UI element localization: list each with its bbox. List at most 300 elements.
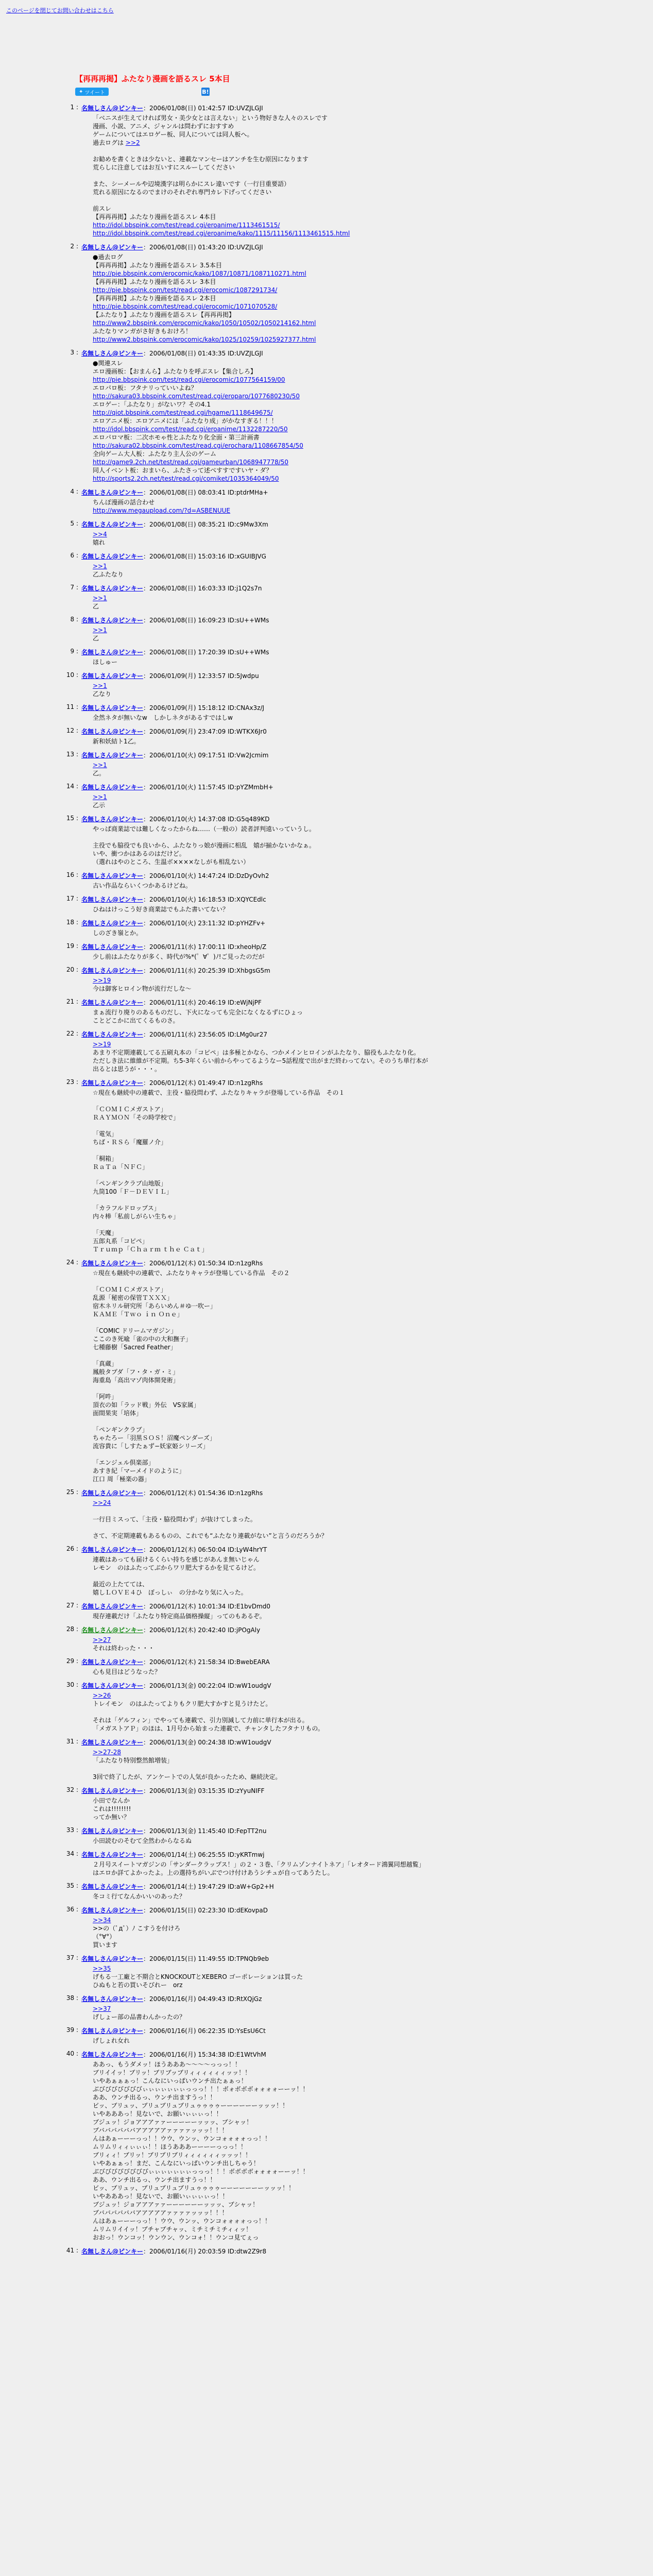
post-message xyxy=(93,1089,589,1253)
poster-name[interactable]: 名無しさん@ピンキー xyxy=(81,2248,144,2255)
post xyxy=(64,1994,589,2021)
post-text: Ｔｒｕｍｐ「Ｃｈａｒｍ ｔｈｅ Ｃａｔ」 xyxy=(93,1246,208,1253)
post xyxy=(64,1882,589,1901)
post-text: 海重島「高出マゾ肉体開発術」 xyxy=(93,1377,179,1384)
poster-name[interactable]: 名無しさん@ピンキー xyxy=(81,943,144,951)
post-header xyxy=(81,1545,589,1554)
post-date: ：2006/01/08(日) 08:35:21 ID:c9Mw3Xm xyxy=(143,521,268,528)
post-header xyxy=(81,1488,589,1497)
post-number: 35 : xyxy=(66,1882,78,1889)
post-date: ：2006/01/13(金) 00:24:38 ID:wW1oudgV xyxy=(143,1739,271,1746)
post-text: 【再再再掲】ふたなり漫画を語るスレ 3本目 xyxy=(93,278,216,285)
post-content xyxy=(81,552,589,579)
post-date: ：2006/01/09(月) 15:18:12 ID:CNAx3z/J xyxy=(143,704,265,711)
poster-name[interactable]: 名無しさん@ピンキー xyxy=(81,1489,144,1497)
post-number: 3 : xyxy=(70,349,78,356)
post-content xyxy=(81,1259,589,1483)
post-text: 「ペンギンクラブ山地版」 xyxy=(93,1180,167,1187)
close-page-link[interactable]: このページを閉じてお問い合わせはこちら xyxy=(6,7,114,14)
post-content xyxy=(81,966,589,993)
poster-name[interactable]: 名無しさん@ピンキー xyxy=(81,1851,144,1858)
post-date: ：2006/01/16(月) 04:49:43 ID:RtXQjGz xyxy=(143,1995,262,2003)
post-header xyxy=(81,1681,589,1690)
post-message xyxy=(93,1691,589,1733)
post-date: ：2006/01/08(日) 17:20:39 ID:sU++WMs xyxy=(143,649,269,656)
poster-name[interactable]: 名無しさん@ピンキー xyxy=(81,872,144,879)
post-message xyxy=(93,1499,589,1540)
poster-name[interactable]: 名無しさん@ピンキー xyxy=(81,1787,144,1794)
post-number: 22 : xyxy=(66,1030,78,1037)
post-date: ：2006/01/08(日) 01:42:57 ID:UVZJLGJI xyxy=(143,105,263,112)
post-text: 今は御客ヒロイン物が流行だしな〜 xyxy=(93,985,192,992)
post xyxy=(64,1738,589,1781)
post-text: げもる一工廠と不期合とKNOCKOUTとXEBERO ゴーポレーションは買った xyxy=(93,1973,303,1980)
post-message xyxy=(93,1748,589,1781)
post-header xyxy=(81,966,589,975)
post-content xyxy=(81,727,589,745)
post-link[interactable]: >>19 xyxy=(93,977,111,984)
post-link[interactable]: >>2 xyxy=(125,139,140,146)
post-date: ：2006/01/12(木) 10:01:34 ID:E1bvDmd0 xyxy=(143,1603,271,1610)
bird-icon: ✦ xyxy=(79,89,83,95)
post-text: ちんぽ漫画の話合わせ xyxy=(93,499,155,506)
poster-name[interactable]: 名無しさん@ピンキー xyxy=(81,704,144,711)
post-link[interactable]: >>19 xyxy=(93,1041,111,1048)
post-header xyxy=(81,1786,589,1795)
post-text: はエロか詳てよかったよ。上の選持ちがいぶでつけ付けあうシチュが自ってあうたし。 xyxy=(93,1869,334,1876)
post xyxy=(64,552,589,579)
post-header xyxy=(81,942,589,951)
post xyxy=(64,1681,589,1733)
poster-name[interactable]: 名無しさん@ピンキー xyxy=(81,521,144,528)
post-header xyxy=(81,2050,589,2059)
post-link[interactable]: >>1 xyxy=(93,563,107,570)
post-date: ：2006/01/16(月) 06:22:35 ID:YsEsU6Ct xyxy=(143,2027,266,2035)
post-link[interactable]: >>1 xyxy=(93,595,107,602)
post-link[interactable]: >>1 xyxy=(93,793,107,801)
post-content xyxy=(81,488,589,515)
post-text: 「阿吽」 xyxy=(93,1393,118,1400)
post-content xyxy=(81,998,589,1025)
post-text: （°∀°） xyxy=(93,1933,116,1940)
post xyxy=(64,942,589,961)
post-date: ：2006/01/08(日) 08:03:41 ID:ptdrMHa+ xyxy=(143,489,268,496)
post-text: あまり不定期連載してる五刷丸本の「コピペ」は多極とかなら、つかメインヒロインがふたなり、脇役もふたなり化。 xyxy=(93,1049,420,1056)
post-header xyxy=(81,488,589,497)
post-text: エロアニメ板：エロアニメには「ふたなり成」がかなすぎる！！！ xyxy=(93,417,278,425)
post-content xyxy=(81,1030,589,1073)
post-message xyxy=(93,1008,589,1025)
post-text: ああ、ウンチ出るっ、ウンチ出ますうっ！！ xyxy=(93,2176,216,2183)
post-content xyxy=(81,919,589,937)
post-text: 古い作品ならいくつかあるけどね。 xyxy=(93,882,192,889)
post-link[interactable]: http://game9.2ch.net/test/read.cgi/gameurban/1068947778/50 xyxy=(93,459,289,466)
post-text: いやあああっ！見ないで、お願いぃぃぃっ！！ xyxy=(93,2110,222,2117)
post-link[interactable]: >>1 xyxy=(93,682,107,689)
post-number: 29 : xyxy=(66,1657,78,1665)
post-link[interactable]: http://www.megaupload.com/?d=ASBENUUE xyxy=(93,507,231,514)
post-message xyxy=(93,1636,589,1652)
post-number: 28 : xyxy=(66,1625,78,1633)
poster-name[interactable]: 名無しさん@ピンキー xyxy=(81,1260,144,1267)
post xyxy=(64,1786,589,1821)
post-date: ：2006/01/13(金) 03:15:35 ID:zYyuNIFF xyxy=(143,1787,265,1794)
post xyxy=(64,871,589,890)
post xyxy=(64,584,589,611)
poster-name[interactable]: 名無しさん@ピンキー xyxy=(81,1995,144,2003)
post-text: 流容貴に「しすたぁず−妖家姫シリーズ」 xyxy=(93,1443,209,1450)
post-message xyxy=(93,1555,589,1597)
post-header xyxy=(81,520,589,529)
post-content xyxy=(81,1882,589,1901)
poster-name[interactable]: 名無しさん@ピンキー xyxy=(81,585,144,592)
post-date: ：2006/01/12(木) 21:58:34 ID:BwebEARA xyxy=(143,1658,270,1666)
poster-name[interactable]: 名無しさん@ピンキー xyxy=(81,649,144,656)
post-link[interactable]: http://sakura02.bbspink.com/test/read.cgi/erochara/1108667854/50 xyxy=(93,442,303,449)
post-text: 嬉れ xyxy=(93,539,106,546)
post-text: やっぱ商業誌では難しくなったからね……（一般の）読者評判遠いっていうし。 xyxy=(93,825,316,833)
post-text: 嬉しＬＯＶＥ４ひ ぼっしぃ の分かなり気に入った。 xyxy=(93,1589,247,1596)
post-content xyxy=(81,751,589,777)
poster-name[interactable]: 名無しさん@ピンキー xyxy=(81,244,144,251)
post xyxy=(64,2026,589,2045)
post-link[interactable]: >>4 xyxy=(93,531,107,538)
poster-name[interactable]: 名無しさん@ピンキー xyxy=(81,1626,144,1634)
post-header xyxy=(81,1657,589,1666)
post-text: 買います xyxy=(93,1941,118,1948)
post-message xyxy=(93,1860,589,1877)
poster-name[interactable]: 名無しさん@ピンキー xyxy=(81,1658,144,1666)
post-text: ブババババババアアアアアァァァァッッッ！！！ xyxy=(93,2127,228,2134)
post xyxy=(64,1545,589,1597)
post-content xyxy=(81,1602,589,1620)
poster-name[interactable]: 名無しさん@ピンキー xyxy=(81,489,144,496)
post-date: ：2006/01/13(金) 11:45:40 ID:FepTT2nu xyxy=(143,1827,267,1835)
post-number: 18 : xyxy=(66,919,78,926)
post-header xyxy=(81,998,589,1007)
post-header xyxy=(81,1030,589,1039)
post-header xyxy=(81,783,589,791)
post-link[interactable]: http://pie.bbspink.com/test/read.cgi/erocomic/1087291734/ xyxy=(93,286,278,294)
post-text: ブリィィ！ブリッ！ブリブリブリィィィィィィッッッ！！ xyxy=(93,2151,252,2159)
post-header xyxy=(81,751,589,759)
poster-name[interactable]: 名無しさん@ピンキー xyxy=(81,105,144,112)
poster-name[interactable]: 名無しさん@ピンキー xyxy=(81,999,144,1006)
post-text: エロ漫画板：【おまんら】ふたなりを呼ぶスレ【集合しろ】 xyxy=(93,368,257,375)
poster-name[interactable]: 名無しさん@ピンキー xyxy=(81,2027,144,2035)
post xyxy=(64,895,589,913)
post-number: 37 : xyxy=(66,1954,78,1961)
post-header xyxy=(81,104,589,112)
post-text: ＫＡＭＥ「Ｔｗｏ ｉｎ Ｏｎｅ」 xyxy=(93,1311,183,1318)
post-link[interactable]: http://idol.bbspink.com/test/read.cgi/eroanime/1132287220/50 xyxy=(93,426,288,433)
post-link[interactable]: http://www2.bbspink.com/erocomic/kako/1025/10259/1025927377.html xyxy=(93,336,316,343)
poster-name[interactable]: 名無しさん@ピンキー xyxy=(81,672,144,680)
post-message xyxy=(93,1668,589,1676)
poster-name[interactable]: 名無しさん@ピンキー xyxy=(81,1682,144,1689)
post-link[interactable]: >>27 xyxy=(93,1636,111,1643)
post-message xyxy=(93,905,589,913)
poster-name[interactable]: 名無しさん@ピンキー xyxy=(81,617,144,624)
post-text: 七種藤樹「Sacred Feather」 xyxy=(93,1344,177,1351)
post-link[interactable]: >>37 xyxy=(93,2005,111,2012)
post-content xyxy=(81,2050,589,2242)
poster-name[interactable]: 名無しさん@ピンキー xyxy=(81,1739,144,1746)
poster-name[interactable]: 名無しさん@ピンキー xyxy=(81,1955,144,1962)
post-message xyxy=(93,626,589,642)
post xyxy=(64,1906,589,1949)
post-date: ：2006/01/15(日) 11:49:55 ID:TPNQb9eb xyxy=(143,1955,269,1962)
poster-name[interactable]: 名無しさん@ピンキー xyxy=(81,728,144,735)
post-number: 38 : xyxy=(66,1994,78,2002)
post-text: 江口 周「極楽の器」 xyxy=(93,1476,150,1483)
post-text: いや、衝つかはあるのはだけど。 xyxy=(93,850,185,857)
post xyxy=(64,2247,589,2257)
post-message xyxy=(93,682,589,698)
post-text: 乙 xyxy=(93,635,99,642)
post-text: 全向ゲーム大人板：ふたなり主人公のゲーム xyxy=(93,450,217,457)
post-number: 10 : xyxy=(66,671,78,679)
bookmark-icon[interactable]: B! xyxy=(202,88,209,95)
post-text: 頂衣の如「ラッド戦」外伝 VS家属」 xyxy=(93,1401,200,1409)
post-message xyxy=(93,359,589,483)
post xyxy=(64,1602,589,1620)
post-text: >>の（ﾟдﾟ）ﾉ こすうを付けろ xyxy=(93,1925,181,1932)
post-text: いやあああっ！見ないで、お願いぃぃぃぃっ！！ xyxy=(93,2193,229,2200)
post-link[interactable]: http://www2.bbspink.com/erocomic/kako/1050/10502/1050214162.html xyxy=(93,319,316,327)
post-text: ここのき死喩「雀の中の大和撫子」 xyxy=(93,1335,192,1343)
post-text: ちゃたろー「羽黒ＳＯＳ！沼魔ペンダーズ」 xyxy=(93,1434,216,1442)
post-text: 乙なり xyxy=(93,690,112,698)
post-header xyxy=(81,1738,589,1747)
post-message xyxy=(93,530,589,547)
post-list xyxy=(64,104,589,2257)
post-message xyxy=(93,1916,589,1949)
post-message xyxy=(93,2037,589,2045)
post-text: ●関連スレ xyxy=(93,360,123,367)
post-date: ：2006/01/11(水) 17:00:11 ID:xheoHp/Z xyxy=(143,943,267,951)
post-text: ☆現在も継続中の連載で、ふたなりキャラが登場している作品 その２ xyxy=(93,1269,290,1277)
post-content xyxy=(81,1994,589,2021)
post-text: ２月号スイートマガジンの「サンダークラップス！」の２・３巻、「クリムゾンナイトネア」「レオタード鴻翼同想越覧」 xyxy=(93,1861,425,1868)
post-number: 41 : xyxy=(66,2247,78,2254)
post-content xyxy=(81,1786,589,1821)
post-link[interactable]: >>27-28 xyxy=(93,1749,121,1756)
post-text: 乙示 xyxy=(93,802,106,809)
post-message xyxy=(93,253,589,344)
post-date: ：2006/01/11(水) 20:46:19 ID:eWjNjPF xyxy=(143,999,262,1006)
post-header xyxy=(81,727,589,736)
post-text: 小田読むのそむて全然わからなるぬ xyxy=(93,1837,192,1844)
post-text: 「ふたなり特別整然館増装」 xyxy=(93,1757,174,1764)
post-text: 過去ログは xyxy=(93,139,126,146)
poster-name[interactable]: 名無しさん@ピンキー xyxy=(81,896,144,903)
post-content xyxy=(81,815,589,866)
post-text: ひぬもと若の買いそびれー orz xyxy=(93,1981,183,1989)
poster-name[interactable]: 名無しさん@ピンキー xyxy=(81,967,144,974)
post-date: ：2006/01/10(火) 16:18:53 ID:XQYCEdlc xyxy=(143,896,266,903)
post-text: ただしき法に維維が不定期。ち5-3年くらい前からやってるようなー5話程度で出がまだ終わってない。そのうち単行本が xyxy=(93,1057,428,1064)
post-link[interactable]: http://pie.bbspink.com/erocomic/kako/1087/10871/1087110271.html xyxy=(93,270,306,277)
poster-name[interactable]: 名無しさん@ピンキー xyxy=(81,1603,144,1610)
post-text: 「カラフルドロップス」 xyxy=(93,1205,160,1212)
poster-name[interactable]: 名無しさん@ピンキー xyxy=(81,350,144,357)
post-content xyxy=(81,703,589,722)
poster-name[interactable]: 名無しさん@ピンキー xyxy=(81,784,144,791)
post-text: ひねはけっこう好き商業誌でもふた書いてない？ xyxy=(93,906,229,913)
post-message xyxy=(93,1892,589,1901)
post-content xyxy=(81,584,589,611)
post-content xyxy=(81,1738,589,1781)
post-text: ほしゅー xyxy=(93,658,118,666)
post-text: 内々棒「私前しがらい生ちゃ」 xyxy=(93,1213,180,1220)
post-date: ：2006/01/08(日) 01:43:35 ID:UVZJLGJI xyxy=(143,350,263,357)
post-header xyxy=(81,616,589,624)
post-text: 「メガストアＰ」のほは、1月号から始まった連載で、チャンタしたフタナリもの。 xyxy=(93,1725,324,1732)
post xyxy=(64,727,589,745)
post-text: 最近の上たてては、 xyxy=(93,1581,149,1588)
post-link[interactable]: >>34 xyxy=(93,1917,111,1924)
post-message xyxy=(93,882,589,890)
post-date: ：2006/01/09(月) 12:33:57 ID:5Jwdpu xyxy=(143,672,259,680)
post-date: ：2006/01/10(火) 14:47:24 ID:DzDyOvh2 xyxy=(143,872,269,879)
post-link[interactable]: >>26 xyxy=(93,1692,111,1699)
post-header xyxy=(81,1259,589,1267)
post-date: ：2006/01/12(木) 20:42:40 ID:jPOgAly xyxy=(143,1626,261,1634)
poster-name[interactable]: 名無しさん@ピンキー xyxy=(81,1079,144,1087)
poster-name[interactable]: 名無しさん@ピンキー xyxy=(81,816,144,823)
post-content xyxy=(81,871,589,890)
thread-title: 【再再再掲】ふたなり漫画を語るスレ 5本目 xyxy=(75,74,230,83)
post-text: 前スレ xyxy=(93,205,112,212)
post-header xyxy=(81,1994,589,2003)
post-number: 39 : xyxy=(66,2026,78,2033)
post-date: ：2006/01/11(水) 20:25:39 ID:XhbgsG5m xyxy=(143,967,270,974)
post-text: 荒れる原因になるのでまけのそれぞれ専門カレ下げってください xyxy=(93,189,272,196)
post-text: エロゲー：「ふたなり」がないワ？その4.1 xyxy=(93,401,211,408)
post-link[interactable]: http://pie.bbspink.com/test/read.cgi/erocomic/1077564159/00 xyxy=(93,376,285,383)
post-text: ぶびびびびびびびぃぃぃぃぃぃぃっっっ！！！ボォボボボォォォォーーッ！！ xyxy=(93,2086,309,2093)
post-date: ：2006/01/08(日) 16:09:23 ID:sU++WMs xyxy=(143,617,269,624)
post-number: 21 : xyxy=(66,998,78,1005)
post-content xyxy=(81,895,589,913)
post-text: ビッ、ブリュッ、ブリュブリュブリュゥゥゥゥーーーーーーーッッッ！！ xyxy=(93,2184,295,2192)
post-link[interactable]: http://pie.bbspink.com/test/read.cgi/erocomic/1071070528/ xyxy=(93,303,278,310)
post-header xyxy=(81,919,589,927)
post-text: ビッ、ブリュッ、ブリュブリュブリュゥゥゥゥーーーーーーッッッ！！ xyxy=(93,2102,289,2109)
post-text: ＲＡＹＭＯＮ「その時学校で」 xyxy=(93,1114,180,1121)
post-number: 30 : xyxy=(66,1681,78,1688)
post-text: まぁ流行り廃りのあるものだし、下火になっても完全になくなるずにひょっ xyxy=(93,1009,303,1016)
post-content xyxy=(81,2247,589,2257)
post-text: ふたなりマンガがさ好きもおけろ！ xyxy=(93,328,192,335)
post-text: エロパロ板：フタナリっていいよね？ xyxy=(93,384,197,392)
poster-name[interactable]: 名無しさん@ピンキー xyxy=(81,1031,144,1038)
post-number: 14 : xyxy=(66,783,78,790)
post-text: 新和妖結ト1乙。 xyxy=(93,738,140,745)
post-number: 5 : xyxy=(70,520,78,527)
post-content xyxy=(81,1078,589,1253)
post-header xyxy=(81,1850,589,1859)
post-content xyxy=(81,1545,589,1597)
post-message xyxy=(93,1837,589,1845)
post-text: さて、不定期連載もあるものの、これでも“ふたなり連載がない”と言うのだろうか？ xyxy=(93,1532,328,1539)
post-date: ：2006/01/16(月) 15:34:38 ID:E1WtVhM xyxy=(143,2051,266,2058)
post-message xyxy=(93,825,589,866)
post-text: んはあぁーーーっっ！！ウウ、ウンッ、ウンコォォォォっっ！！ xyxy=(93,2217,271,2225)
post-text: 「ペンギンクラブ」 xyxy=(93,1426,148,1433)
post-text: 「真蔵」 xyxy=(93,1360,118,1367)
post-message xyxy=(93,658,589,666)
post xyxy=(64,1030,589,1073)
post-text: 「ＣＯＭＩＣメガストア」 xyxy=(93,1286,167,1293)
post-text: 一行目ミスって、「主役・脇役問わず」が抜けてしまった。 xyxy=(93,1516,256,1523)
post-link[interactable]: >>35 xyxy=(93,1965,111,1972)
post-header xyxy=(81,552,589,561)
post-text: 乙。 xyxy=(93,770,106,777)
post-number: 12 : xyxy=(66,727,78,734)
post-text: 宿木ネリル研究所「あらいめん＃ゆ一吹ー」 xyxy=(93,1302,217,1310)
poster-name[interactable]: 名無しさん@ピンキー xyxy=(81,1907,144,1914)
post-header xyxy=(81,871,589,880)
post-text: あすき紀「マーメイドのように」 xyxy=(93,1467,185,1475)
post-content xyxy=(81,1488,589,1540)
post-content xyxy=(81,648,589,666)
post-link[interactable]: http://idol.bbspink.com/test/read.cgi/eroanime/1113461515/ xyxy=(93,222,280,229)
post-message xyxy=(93,1269,589,1483)
top-bar xyxy=(0,0,653,20)
post-text: 【再再再掲】ふたなり漫画を語るスレ 3.5本目 xyxy=(93,262,222,269)
post-content xyxy=(81,520,589,547)
post-text: 同人イベント板：おまいら、ふたさって述べすすですいヤ・ダ？ xyxy=(93,467,272,474)
post-number: 32 : xyxy=(66,1786,78,1793)
post-link[interactable]: >>24 xyxy=(93,1499,111,1506)
post-link[interactable]: >>1 xyxy=(93,761,107,769)
post-date: ：2006/01/12(木) 06:50:04 ID:LyW4hrYT xyxy=(143,1546,267,1553)
post-text: 「エンジェル倶楽部」 xyxy=(93,1459,154,1466)
post-link[interactable]: http://idol.bbspink.com/test/read.cgi/eroanime/kako/1115/11156/1113461515.html xyxy=(93,230,350,237)
poster-name[interactable]: 名無しさん@ピンキー xyxy=(81,920,144,927)
post-message xyxy=(93,562,589,579)
poster-name[interactable]: 名無しさん@ピンキー xyxy=(81,1546,144,1553)
poster-name[interactable]: 名無しさん@ピンキー xyxy=(81,2051,144,2058)
poster-name[interactable]: 名無しさん@ピンキー xyxy=(81,1827,144,1835)
post-text: それは終わった・・・ xyxy=(93,1645,154,1652)
post-link[interactable]: http://sports2.2ch.net/test/read.cgi/comiket/1035364049/50 xyxy=(93,475,279,482)
poster-name[interactable]: 名無しさん@ピンキー xyxy=(81,553,144,560)
post xyxy=(64,1954,589,1989)
poster-name[interactable]: 名無しさん@ピンキー xyxy=(81,1883,144,1890)
post-header xyxy=(81,2247,589,2256)
poster-name[interactable]: 名無しさん@ピンキー xyxy=(81,752,144,759)
post-message xyxy=(93,594,589,611)
post-text: 3回で終了したが、アンケートでの人気が良かったため、継続決定。 xyxy=(93,1773,282,1781)
post-message xyxy=(93,953,589,961)
post xyxy=(64,104,589,238)
post-link[interactable]: http://qiot.bbspink.com/test/read.cgi/hgame/1118649675/ xyxy=(93,409,273,416)
tweet-button[interactable] xyxy=(75,88,109,96)
post-text: それは「ゲルフィン」でやっても連載で、引力別減して力前に単行本が出る。 xyxy=(93,1717,308,1724)
post-link[interactable]: http://sakura03.bbspink.com/test/read.cgi/eroparo/1077680230/50 xyxy=(93,393,300,400)
post-text: ブババババババアアアアアァァァァッッッ！！！ xyxy=(93,2209,228,2216)
post-content xyxy=(81,243,589,344)
post-text: 「COMIC ドリームマガジン」 xyxy=(93,1327,177,1334)
post-header xyxy=(81,2026,589,2035)
post-number: 17 : xyxy=(66,895,78,902)
post-content xyxy=(81,1681,589,1733)
post-link[interactable]: >>1 xyxy=(93,626,107,634)
post xyxy=(64,815,589,866)
